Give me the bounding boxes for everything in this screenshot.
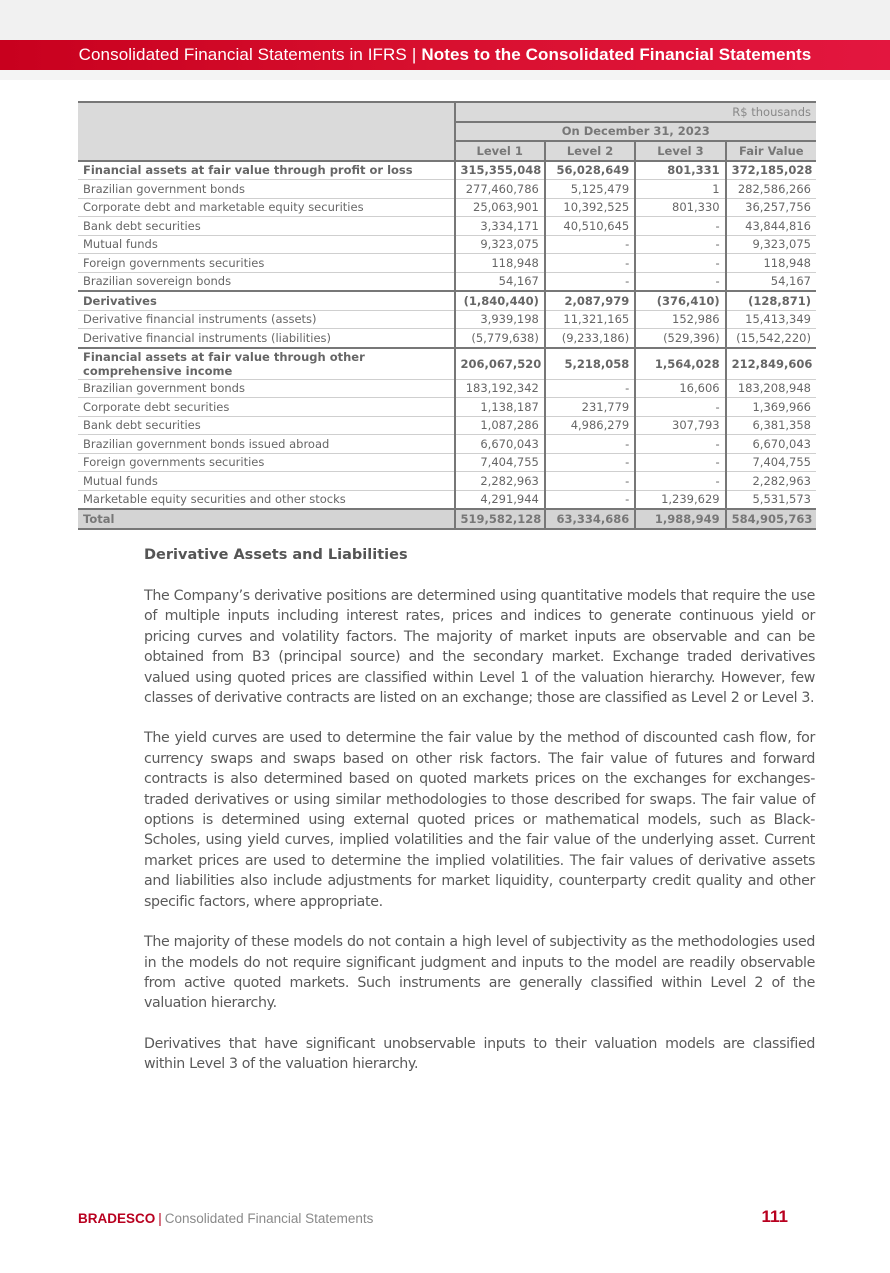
cell-level-2: - (545, 435, 635, 454)
cell-level-2: 11,321,165 (545, 310, 635, 329)
total-fair-value: 584,905,763 (726, 509, 816, 529)
period-header: On December 31, 2023 (455, 122, 816, 142)
cell-fair-value: 183,208,948 (726, 379, 816, 398)
cell-fair-value: (15,542,220) (726, 329, 816, 348)
cell-level-3: 1,239,629 (635, 490, 725, 509)
top-margin (0, 0, 890, 40)
table-row (78, 379, 816, 398)
cell-level-3: 16,606 (635, 379, 725, 398)
cell-level-1: 2,282,963 (455, 472, 545, 491)
cell-level-3: - (635, 435, 725, 454)
cell-level-1: 183,192,342 (455, 379, 545, 398)
cell-level-1: 118,948 (455, 254, 545, 273)
cell-level-1: 6,670,043 (455, 435, 545, 454)
table-row (78, 235, 816, 254)
cell-level-1: 1,138,187 (455, 398, 545, 417)
cell-level-1: 3,939,198 (455, 310, 545, 329)
cell-fair-value: 43,844,816 (726, 217, 816, 236)
column-header-level-2: Level 2 (545, 141, 635, 161)
cell-level-3: 1,564,028 (635, 348, 725, 380)
cell-fair-value: (128,871) (726, 291, 816, 310)
table-row (78, 398, 816, 417)
cell-level-2: 5,218,058 (545, 348, 635, 380)
table-row (78, 416, 816, 435)
cell-level-2: 10,392,525 (545, 198, 635, 217)
cell-level-2: - (545, 254, 635, 273)
cell-fair-value: 372,185,028 (726, 161, 816, 180)
cell-level-3: - (635, 254, 725, 273)
table-row (78, 180, 816, 199)
table-row (78, 435, 816, 454)
cell-level-3: (529,396) (635, 329, 725, 348)
page-number: 111 (761, 1207, 788, 1226)
cell-level-1: 315,355,048 (455, 161, 545, 180)
paragraph-4: Derivatives that have significant unobservable inputs to their valuation models are classified within Level 3 of the valuation hierarchy. (144, 1035, 815, 1073)
row-label: Derivatives (78, 291, 455, 310)
table-row (78, 490, 816, 509)
footer-document-title: Consolidated Financial Statements (164, 1211, 374, 1226)
row-label: Corporate debt securities (78, 398, 455, 417)
cell-fair-value: 2,282,963 (726, 472, 816, 491)
table-row (78, 272, 816, 291)
cell-level-2: 5,125,479 (545, 180, 635, 199)
total-label: Total (78, 509, 455, 529)
cell-level-3: (376,410) (635, 291, 725, 310)
cell-fair-value: 6,670,043 (726, 435, 816, 454)
fair-value-hierarchy-table (78, 101, 816, 530)
section-heading: Derivative Assets and Liabilities (144, 547, 408, 563)
table-row (78, 329, 816, 348)
cell-level-3: - (635, 235, 725, 254)
row-label: Financial assets at fair value through other comprehensive income (78, 348, 455, 380)
footer-separator: | (158, 1211, 162, 1226)
total-level-3: 1,988,949 (635, 509, 725, 529)
cell-fair-value: 282,586,266 (726, 180, 816, 199)
row-label: Derivative financial instruments (liabilities) (78, 329, 455, 348)
cell-level-1: 277,460,786 (455, 180, 545, 199)
paragraph-1: The Company’s derivative positions are determined using quantitative models that require the use of multiple inputs including interest rates, prices and indices to generate continuous yield or pricing curves and volatility factors. The majority of market inputs are observable and can be obtained from B3 (principal source) and the secondary market. Exchange traded derivatives valued using quoted prices are classified within Level 1 of the valuation hierarchy. However, few classes of derivative contracts are listed on an exchange; those are classified as Level 2 or Level 3. (144, 588, 815, 707)
cell-level-1: 9,323,075 (455, 235, 545, 254)
cell-level-2: - (545, 453, 635, 472)
row-label: Mutual funds (78, 472, 455, 491)
row-label: Foreign governments securities (78, 254, 455, 273)
cell-level-1: 3,334,171 (455, 217, 545, 236)
table-row (78, 198, 816, 217)
cell-fair-value: 54,167 (726, 272, 816, 291)
cell-fair-value: 5,531,573 (726, 490, 816, 509)
cell-level-2: - (545, 490, 635, 509)
row-label: Brazilian sovereign bonds (78, 272, 455, 291)
row-label: Derivative financial instruments (assets) (78, 310, 455, 329)
cell-level-3: 152,986 (635, 310, 725, 329)
total-level-1: 519,582,128 (455, 509, 545, 529)
table-row-total (78, 509, 816, 529)
column-header-fair-value: Fair Value (726, 141, 816, 161)
cell-level-1: 25,063,901 (455, 198, 545, 217)
table-row (78, 217, 816, 236)
cell-level-2: - (545, 472, 635, 491)
row-label: Corporate debt and marketable equity securities (78, 198, 455, 217)
table-row-category (78, 291, 816, 310)
cell-level-2: - (545, 379, 635, 398)
page-footer (78, 1207, 788, 1230)
paragraph-2: The yield curves are used to determine the fair value by the method of discounted cash flow, for currency swaps and swaps based on other risk factors. The fair value of futures and forward contracts is also determined based on quoted markets prices on the exchanges for exchanges-traded derivatives or using similar methodologies to those described for swaps. The fair value of options is determined using external quoted prices or mathematical models, such as Black-Scholes, using yield curves, implied volatilities and the fair value of the underlying asset. Current market prices are used to determine the implied volatilities. The fair values of derivative assets and liabilities also include adjustments for market liquidity, counterparty credit quality and other specific factors, where appropriate. (144, 730, 815, 910)
cell-level-2: 2,087,979 (545, 291, 635, 310)
header-subsection-title: Notes to the Consolidated Financial Statements (421, 45, 812, 64)
row-label: Foreign governments securities (78, 453, 455, 472)
cell-fair-value: 7,404,755 (726, 453, 816, 472)
column-header-level-1: Level 1 (455, 141, 545, 161)
cell-level-1: 1,087,286 (455, 416, 545, 435)
cell-level-2: - (545, 235, 635, 254)
table-corner-header (78, 102, 455, 161)
cell-level-1: 206,067,520 (455, 348, 545, 380)
header-section-title: Consolidated Financial Statements in IFRS (78, 45, 407, 64)
cell-level-2: (9,233,186) (545, 329, 635, 348)
table-row-category (78, 348, 816, 380)
cell-level-3: 801,330 (635, 198, 725, 217)
header-underband (0, 70, 890, 80)
row-label: Mutual funds (78, 235, 455, 254)
header-separator: | (411, 45, 417, 64)
derivatives-section (144, 544, 815, 1095)
row-label: Brazilian government bonds (78, 180, 455, 199)
cell-level-2: 40,510,645 (545, 217, 635, 236)
cell-level-3: 1 (635, 180, 725, 199)
table-row (78, 254, 816, 273)
column-header-level-3: Level 3 (635, 141, 725, 161)
cell-level-3: 307,793 (635, 416, 725, 435)
cell-fair-value: 15,413,349 (726, 310, 816, 329)
page-header-banner (0, 40, 890, 70)
cell-level-3: - (635, 472, 725, 491)
row-label: Brazilian government bonds (78, 379, 455, 398)
cell-level-2: 56,028,649 (545, 161, 635, 180)
footer-brand: BRADESCO (78, 1211, 156, 1226)
total-level-2: 63,334,686 (545, 509, 635, 529)
table-row-category (78, 161, 816, 180)
cell-fair-value: 118,948 (726, 254, 816, 273)
cell-fair-value: 36,257,756 (726, 198, 816, 217)
cell-level-3: 801,331 (635, 161, 725, 180)
cell-level-1: 54,167 (455, 272, 545, 291)
unit-label: R$ thousands (455, 102, 816, 122)
row-label: Bank debt securities (78, 416, 455, 435)
cell-level-2: 231,779 (545, 398, 635, 417)
row-label: Brazilian government bonds issued abroad (78, 435, 455, 454)
cell-level-3: - (635, 272, 725, 291)
cell-level-2: - (545, 272, 635, 291)
cell-level-3: - (635, 217, 725, 236)
paragraph-3: The majority of these models do not contain a high level of subjectivity as the methodologies used in the models do not require significant judgment and inputs to the model are readily observable from active quoted markets. Such instruments are generally classified within Level 2 of the valuation hierarchy. (144, 934, 815, 1012)
cell-fair-value: 9,323,075 (726, 235, 816, 254)
cell-fair-value: 212,849,606 (726, 348, 816, 380)
cell-level-2: 4,986,279 (545, 416, 635, 435)
cell-level-1: 4,291,944 (455, 490, 545, 509)
table-row (78, 310, 816, 329)
cell-level-1: (5,779,638) (455, 329, 545, 348)
row-label: Marketable equity securities and other stocks (78, 490, 455, 509)
cell-fair-value: 1,369,966 (726, 398, 816, 417)
cell-level-1: (1,840,440) (455, 291, 545, 310)
table-row (78, 453, 816, 472)
cell-fair-value: 6,381,358 (726, 416, 816, 435)
row-label: Financial assets at fair value through profit or loss (78, 161, 455, 180)
table-row (78, 472, 816, 491)
cell-level-3: - (635, 453, 725, 472)
cell-level-1: 7,404,755 (455, 453, 545, 472)
row-label: Bank debt securities (78, 217, 455, 236)
cell-level-3: - (635, 398, 725, 417)
